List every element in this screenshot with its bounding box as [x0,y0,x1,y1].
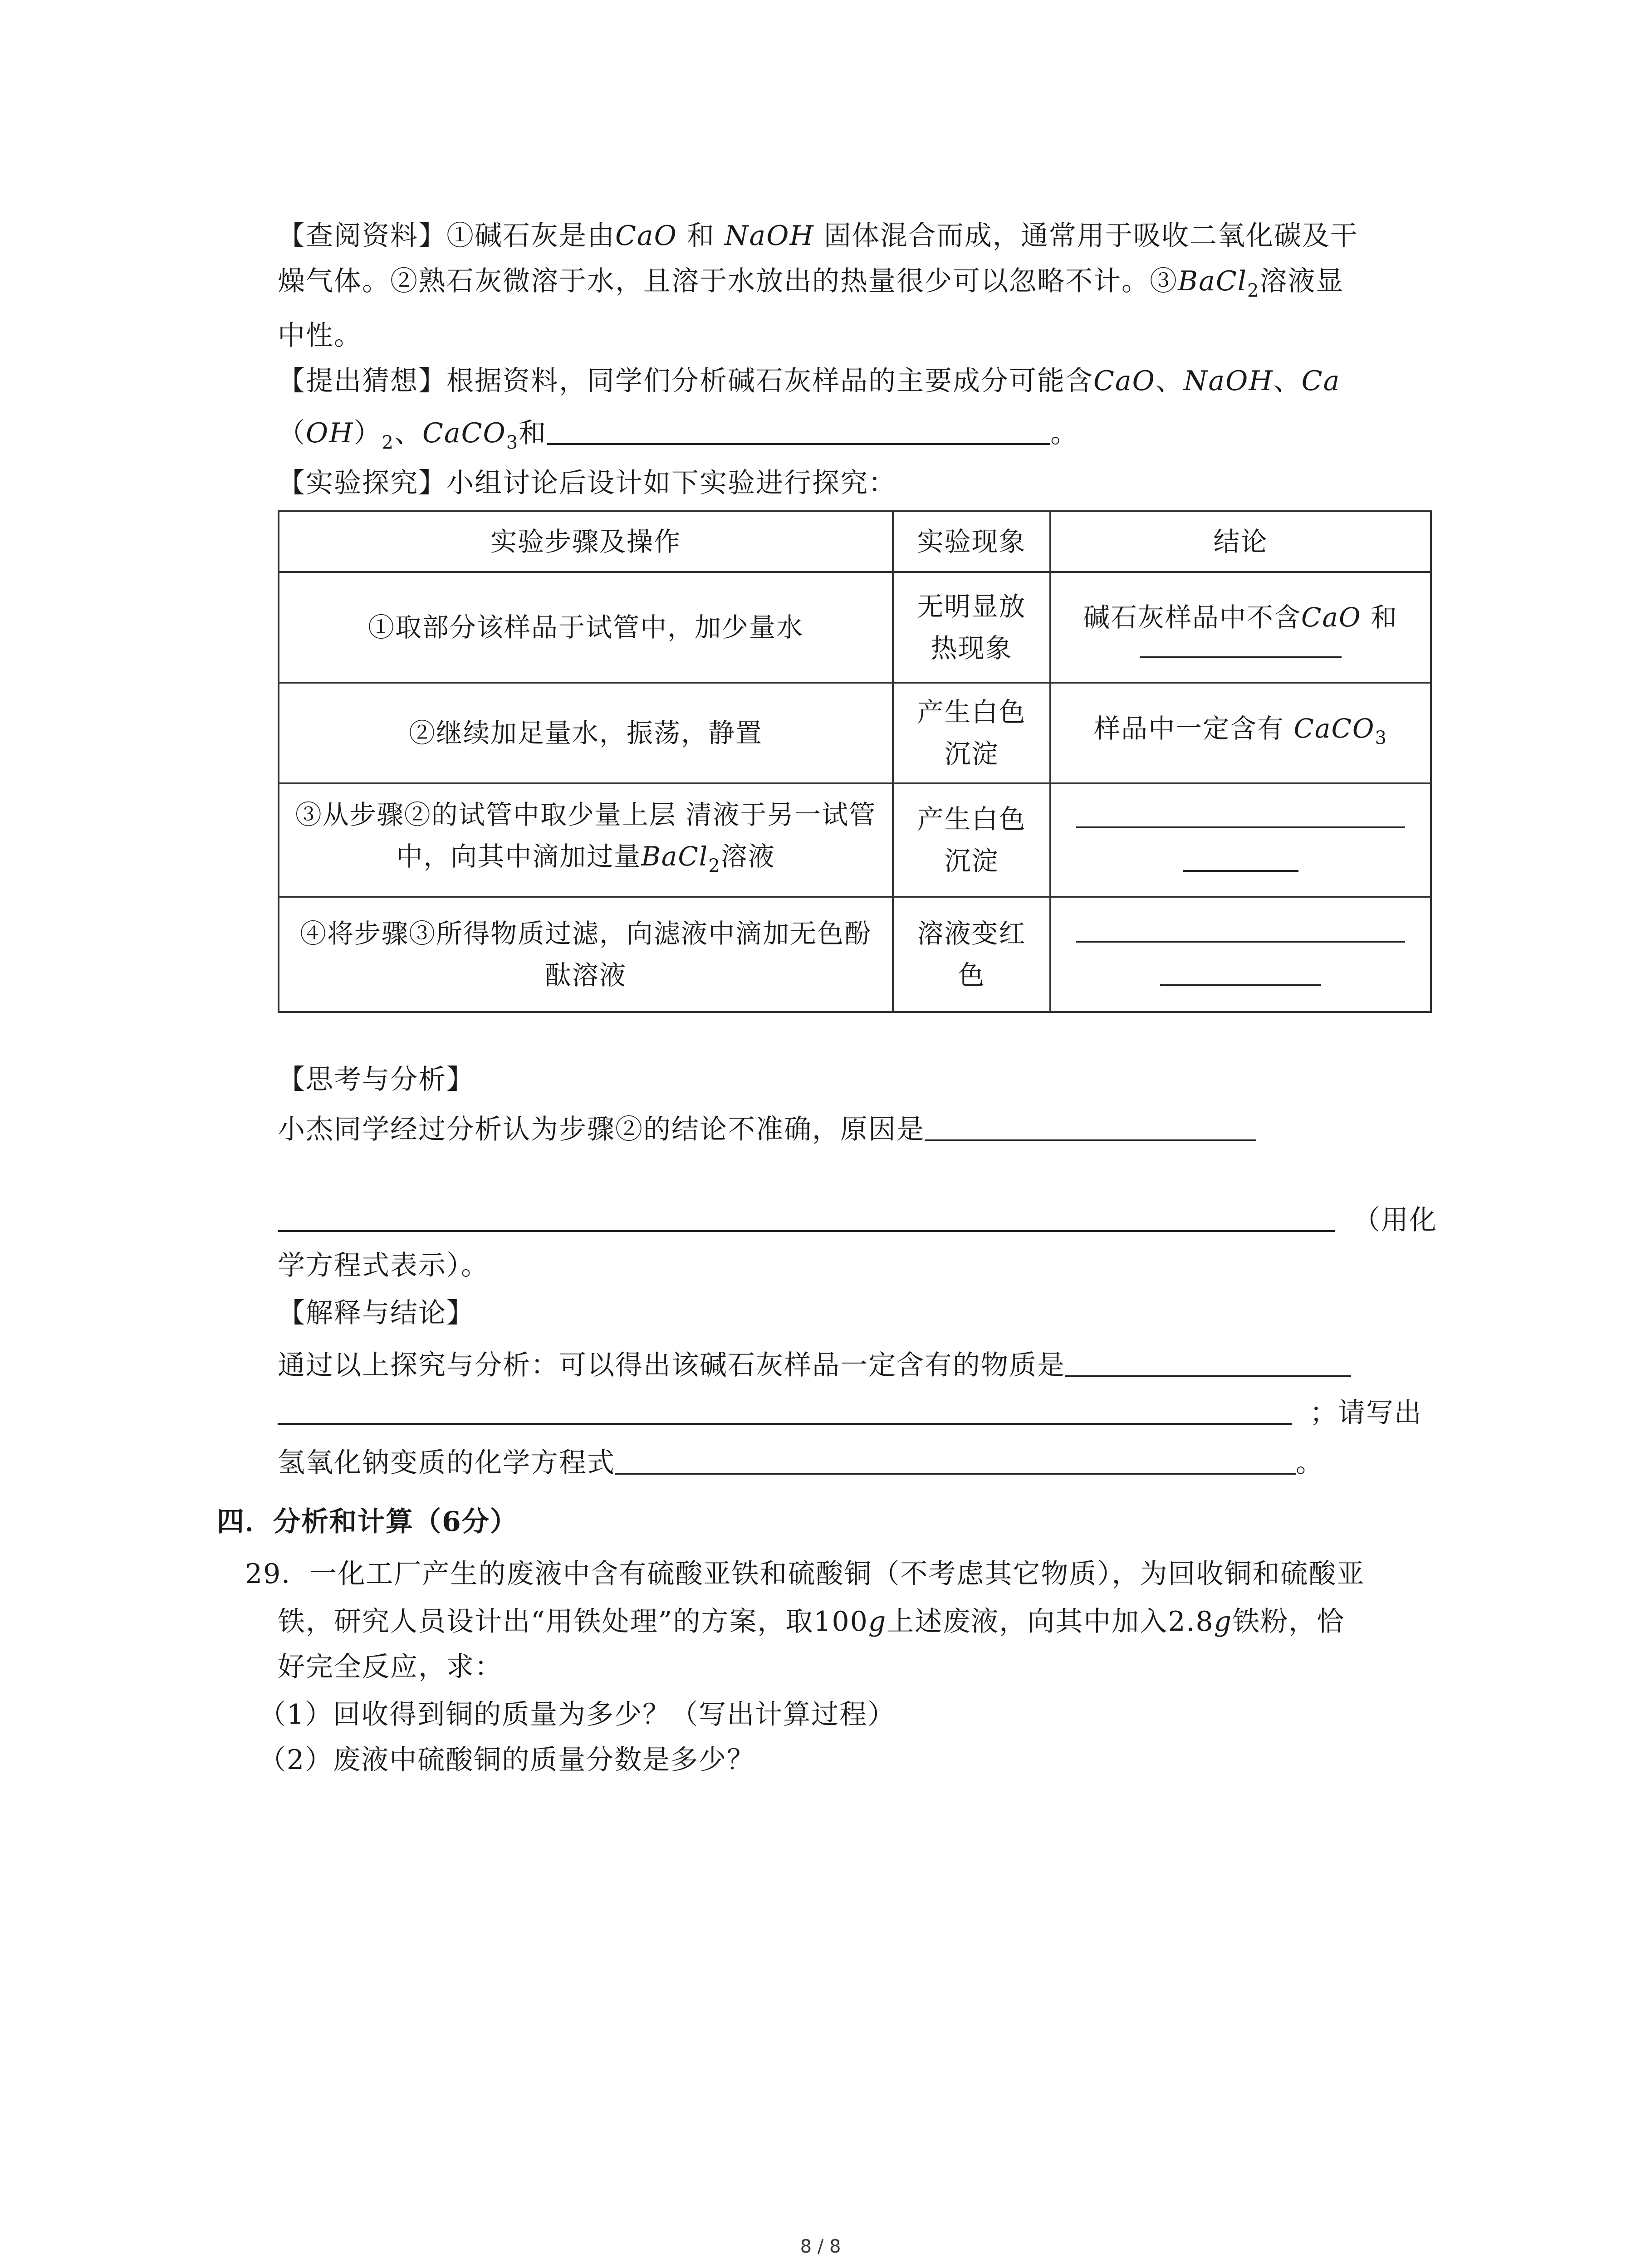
unit: g [868,1606,887,1637]
text: 样品中一定含有 [1094,713,1285,744]
phenomenon-cell: 产生白色沉淀 [893,783,1050,897]
sikao-line-1 [278,1107,1256,1152]
answer-blank[interactable] [278,1198,1335,1232]
text: 好完全反应，求： [278,1651,503,1683]
phenomenon-cell: 溶液变红色 [893,897,1050,1012]
text: 【解释与结论】 [278,1297,475,1329]
caixiang-line-1 [278,358,1340,404]
text: （1）回收得到铜的质量为多少？（写出计算过程） [259,1699,896,1730]
sikao-heading [278,1057,475,1102]
text: 溶液显 [1259,265,1344,297]
text: 中性。 [278,320,362,352]
q29-sub-1 [259,1692,896,1737]
formula-caco3: CaCO [422,417,506,449]
chaxue-line-2 [278,259,1344,313]
text: 和 [1370,602,1398,633]
header-cell: 实验现象 [893,511,1050,572]
conclusion-cell [1050,683,1431,783]
subscript: 2 [708,855,721,876]
answer-blank[interactable] [1076,808,1405,828]
text: 【实验探究】小组讨论后设计如下实验进行探究： [278,467,896,499]
q29-line-1 [245,1551,1365,1597]
text: （ [278,417,306,449]
text: 【提出猜想】根据资料，同学们分析碱石灰样品的主要成分可能含 [278,365,1093,397]
text: 和 [686,220,715,252]
jieshi-line-2 [278,1390,1422,1436]
text: 铁，研究人员设计出“用铁处理”的方案，取 [278,1606,814,1637]
text: 、 [1155,365,1184,397]
section-four-heading [217,1499,518,1545]
subscript: 2 [382,432,394,453]
text: 通过以上探究与分析：可以得出该碱石灰样品一定含有的物质是 [278,1349,1065,1381]
formula-oh: OH [306,417,354,449]
conclusion-cell [1050,897,1431,1012]
jieshi-line-3 [278,1440,1324,1486]
text: 【查阅资料】①碱石灰是由 [278,220,615,252]
answer-blank[interactable] [547,411,1050,445]
step-cell: ④将步骤③所得物质过滤，向滤液中滴加无色酚酞溶液 [279,897,893,1012]
text: 29．一化工厂产生的废液中含有硫酸亚铁和硫酸铜（不考虑其它物质），为回收铜和硫酸亚 [245,1558,1365,1590]
formula-bacl2: BaCl [1178,265,1247,297]
text: （用化 [1353,1204,1437,1236]
table-row [279,683,1431,783]
answer-blank[interactable] [1183,852,1298,872]
answer-blank[interactable] [1140,638,1342,658]
unit: g [1214,1606,1233,1637]
text: 铁粉，恰 [1232,1606,1345,1637]
sikao-line-2 [278,1198,1437,1243]
text: （2）废液中硫酸铜的质量分数是多少？ [259,1744,755,1776]
table-row [279,572,1431,683]
subscript: 3 [1375,727,1387,748]
caixiang-line-2 [278,411,1078,465]
text: 。 [1050,417,1079,449]
formula-naoh: NaOH [725,220,814,252]
answer-blank[interactable] [925,1108,1256,1141]
table-row [279,783,1431,897]
text: 、 [394,417,422,449]
text: 、 [1273,365,1302,397]
table-row [279,897,1431,1012]
tanjiu-intro [278,460,896,506]
step-cell: ②继续加足量水，振荡，静置 [279,683,893,783]
step-cell: ①取部分该样品于试管中，加少量水 [279,572,893,683]
answer-blank[interactable] [615,1441,1296,1475]
subscript: 2 [1247,280,1260,301]
jieshi-line-1 [278,1343,1351,1388]
formula-cao: CaO [1301,602,1362,633]
formula-cao: CaO [615,220,677,252]
experiment-table [278,510,1432,1013]
chaxue-line-1 [278,213,1358,259]
text: 固体混合而成，通常用于吸收二氧化碳及干 [823,220,1358,252]
sikao-line-3 [278,1243,489,1288]
answer-blank[interactable] [278,1391,1292,1425]
text: 小杰同学经过分析认为步骤②的结论不准确，原因是 [278,1114,925,1145]
text: ；请写出 [1310,1397,1422,1429]
answer-blank[interactable] [1065,1344,1351,1377]
number: 100 [813,1606,868,1637]
q29-line-2 [278,1599,1345,1644]
formula-cao: CaO [1093,365,1156,397]
q29-line-3 [278,1644,503,1690]
text: 溶液 [720,841,775,872]
text: 四．分析和计算（6分） [217,1506,518,1538]
answer-blank[interactable] [1076,923,1405,943]
answer-blank[interactable] [1160,966,1321,986]
text: 【思考与分析】 [278,1064,475,1095]
phenomenon-cell: 产生白色沉淀 [893,683,1050,783]
table-header-row [279,511,1431,572]
chaxue-line-3 [278,313,362,358]
step-cell [279,783,893,897]
subscript: 3 [506,432,519,453]
formula-bacl2: BaCl [641,841,709,872]
text: 燥气体。②熟石灰微溶于水，且溶于水放出的热量很少可以忽略不计。③ [278,265,1178,297]
jieshi-heading [278,1290,475,1336]
text: ③从步骤②的试管中取少量上层 清液于另一试管中，向其中滴加过量 [295,799,877,872]
phenomenon-cell: 无明显放热现象 [893,572,1050,683]
text: 碱石灰样品中不含 [1083,602,1302,633]
conclusion-cell [1050,783,1431,897]
formula-caco3: CaCO [1293,713,1375,744]
text: 。 [1296,1447,1324,1479]
formula-ca: Ca [1301,365,1341,397]
header-cell: 实验步骤及操作 [279,511,893,572]
text: 学方程式表示）。 [278,1250,489,1281]
conclusion-cell [1050,572,1431,683]
page-number: 8 / 8 [800,2236,841,2257]
formula-naoh: NaOH [1183,365,1274,397]
header-cell: 结论 [1050,511,1431,572]
text: 和 [519,417,547,449]
text: ） [353,417,382,449]
number: 2.8 [1168,1606,1214,1637]
q29-sub-2 [259,1737,755,1783]
text: 氢氧化钠变质的化学方程式 [278,1447,615,1479]
text: 上述废液，向其中加入 [887,1606,1168,1637]
